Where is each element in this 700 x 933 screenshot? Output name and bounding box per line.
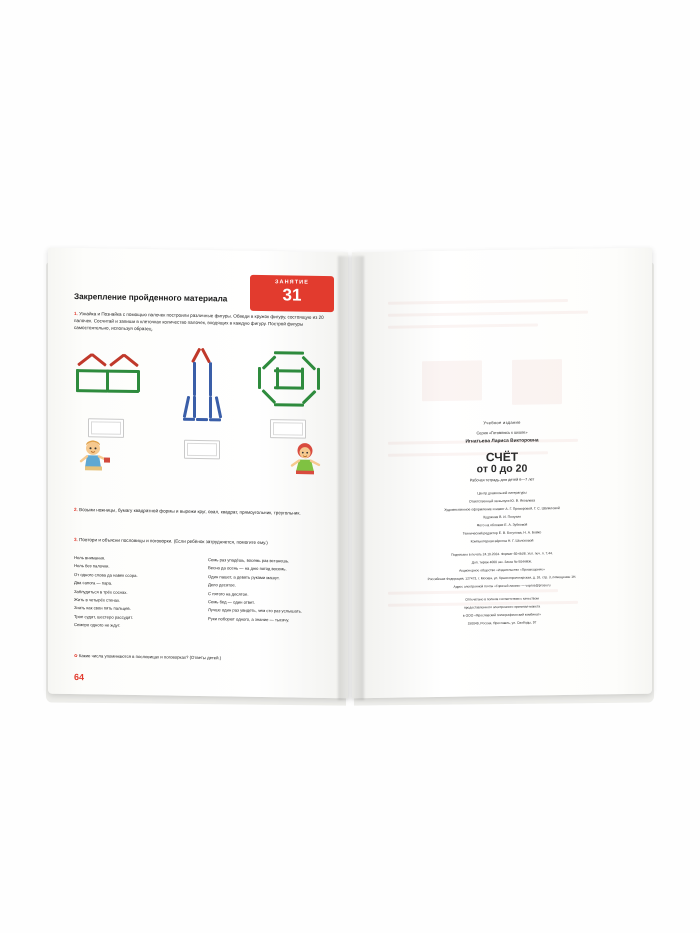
proverbs-column-right [208,556,326,634]
task-1-text: Узнайка и Познайка с помощью палочек построили различные фигуры. Обведи в кружок фигуру, состоящую из 20 палочек. Сосчитай и запиши в клеточках количество палочек, входящих в каждую фигуру. Построй фигуры самостоятельно, используя образец. [74,311,324,332]
quality-note-line: Отпечатано в полном соответствии с качеством [465,596,539,602]
task-1 [74,310,324,336]
credits-block [380,489,624,546]
task-2-number: 2. [74,507,78,513]
list-item: Дело десятое. [208,582,236,588]
list-item: Семь раз упадёшь, восемь раз встанешь. [208,557,290,564]
colophon-author: Игнатьева Лариса Викторовна [465,438,539,445]
imprint-line [380,582,624,591]
list-item: От одного слова да навек ссора. [74,571,138,578]
lesson-badge-number: 31 [282,285,302,305]
final-question-text: Какие числа упоминаются в пословицах и поговорках? (Ответы детей.) [78,653,222,661]
list-item: Руки поборют одного, а знание — тысячу. [208,616,290,623]
book-title-line1: СЧЁТ [485,449,519,465]
count-box-3[interactable] [270,419,306,439]
quality-note-line: предоставленного электронного оригинал-макета [463,604,541,610]
lesson-badge-label: ЗАНЯТИЕ [274,279,310,286]
credit-line: Центр дошкольной литературы [477,490,527,496]
list-item: Два сапога — пара. [74,580,113,586]
page-number: 64 [74,672,85,683]
list-item: С пятого на десятое. [208,590,249,597]
credit-line: Художник В. И. Полухин [483,514,521,520]
list-item: Весна да осень — на дню погод восемь. [208,565,287,572]
list-item: Семь бед — один ответ. [208,599,255,605]
quality-note-line: в ООО «Ярославский полиграфический комбинат» [462,612,542,618]
final-question [74,653,324,663]
credit-line: Технический редактор Е. В. Богунова, Н. А. Бойко [462,530,542,536]
list-item: Семеро одного не ждут. [74,622,121,629]
page-title: Закрепление пройденного материала [74,292,228,304]
list-item: Трое судят, шестеро рассудят. [74,613,133,620]
quality-note-line: 150049, Россия, Ярославль, ул. Свободы, 97 [467,620,537,626]
count-box-1[interactable] [88,418,124,438]
credit-line: Ответственный за выпуск Ю. В. Яковлева [469,498,535,504]
left-page [48,248,348,699]
figures-area [74,340,326,502]
imprint-email-label: Адрес электронной почты «Горячей линии» — vopros@prosv.ru [453,583,551,589]
circle-grid-figure [256,349,330,412]
proverbs-list [74,554,326,634]
imprint-line: Акционерное общество «Издательство «Просвещение» [459,567,545,573]
task-1-number: 1. [74,311,78,317]
two-houses-figure [74,344,158,405]
rocket-figure [168,344,238,431]
imprint-line: Доп. тираж 4000 экз. Заказ № 5044ФЖ. [471,559,533,565]
imprint-line: Подписано в печать 24.10.2024. Формат 60×84/8. Усл. печ. л. 7,44. [451,551,553,557]
task-2 [74,506,324,517]
count-box-2[interactable] [184,440,220,460]
book-title-line2: от 0 до 20 [476,462,528,476]
imprint-block [380,550,624,591]
lesson-badge [250,275,334,312]
list-item: Один пашет, а девять руками машут. [208,573,280,581]
list-item: Лучше один раз увидеть, чем сто раз услышать. [208,607,302,615]
task-3 [74,536,324,547]
task-2-text: Возьми ножницы, бумагу квадратной формы и вырежи круг, овал, квадрат, прямоугольник, треугольник. [79,507,301,516]
right-page [352,248,652,699]
star-icon: ✿ [74,653,78,659]
credit-line: Художественное оформление и макет А. Г. Проворовой, Г. С. Шапиловой [444,506,560,512]
task-3-number: 3. [74,537,78,543]
boy-character-uznayka [78,438,112,473]
credit-line: Компьютерная вёрстка Н. Г. Шолоховой [470,538,534,544]
colophon-lead: Учебное издание [483,419,521,426]
list-item: Заблудиться в трёх соснах. [74,588,128,595]
open-book [38,250,662,710]
colophon-series: Серия «Готовлюсь к школе» [476,429,528,436]
task-3-text: Повтори и объясни пословицы и поговорки. (Если ребёнок затрудняется, помогите ему.) [79,537,268,546]
credit-line: Фото на обложке Е. А. Зубковой [476,522,528,528]
book-subtitle: Рабочая тетрадь для детей 6—7 лет [469,477,535,483]
list-item: Ноль внимания. [74,555,106,561]
girl-character-poznayka [288,441,322,476]
colophon [380,418,624,631]
list-item: Знать как свои пять пальцев. [74,605,131,612]
proverbs-column-left [74,554,192,632]
list-item: Ноль без палочки. [74,563,110,570]
list-item: Жить в четырёх стенах. [74,597,121,603]
quality-note-block [380,595,624,628]
imprint-line: Российская Федерация, 127473, г. Москва, ул. Краснопролетарская, д. 16, стр. 3, помещение 1Н. [427,574,577,582]
